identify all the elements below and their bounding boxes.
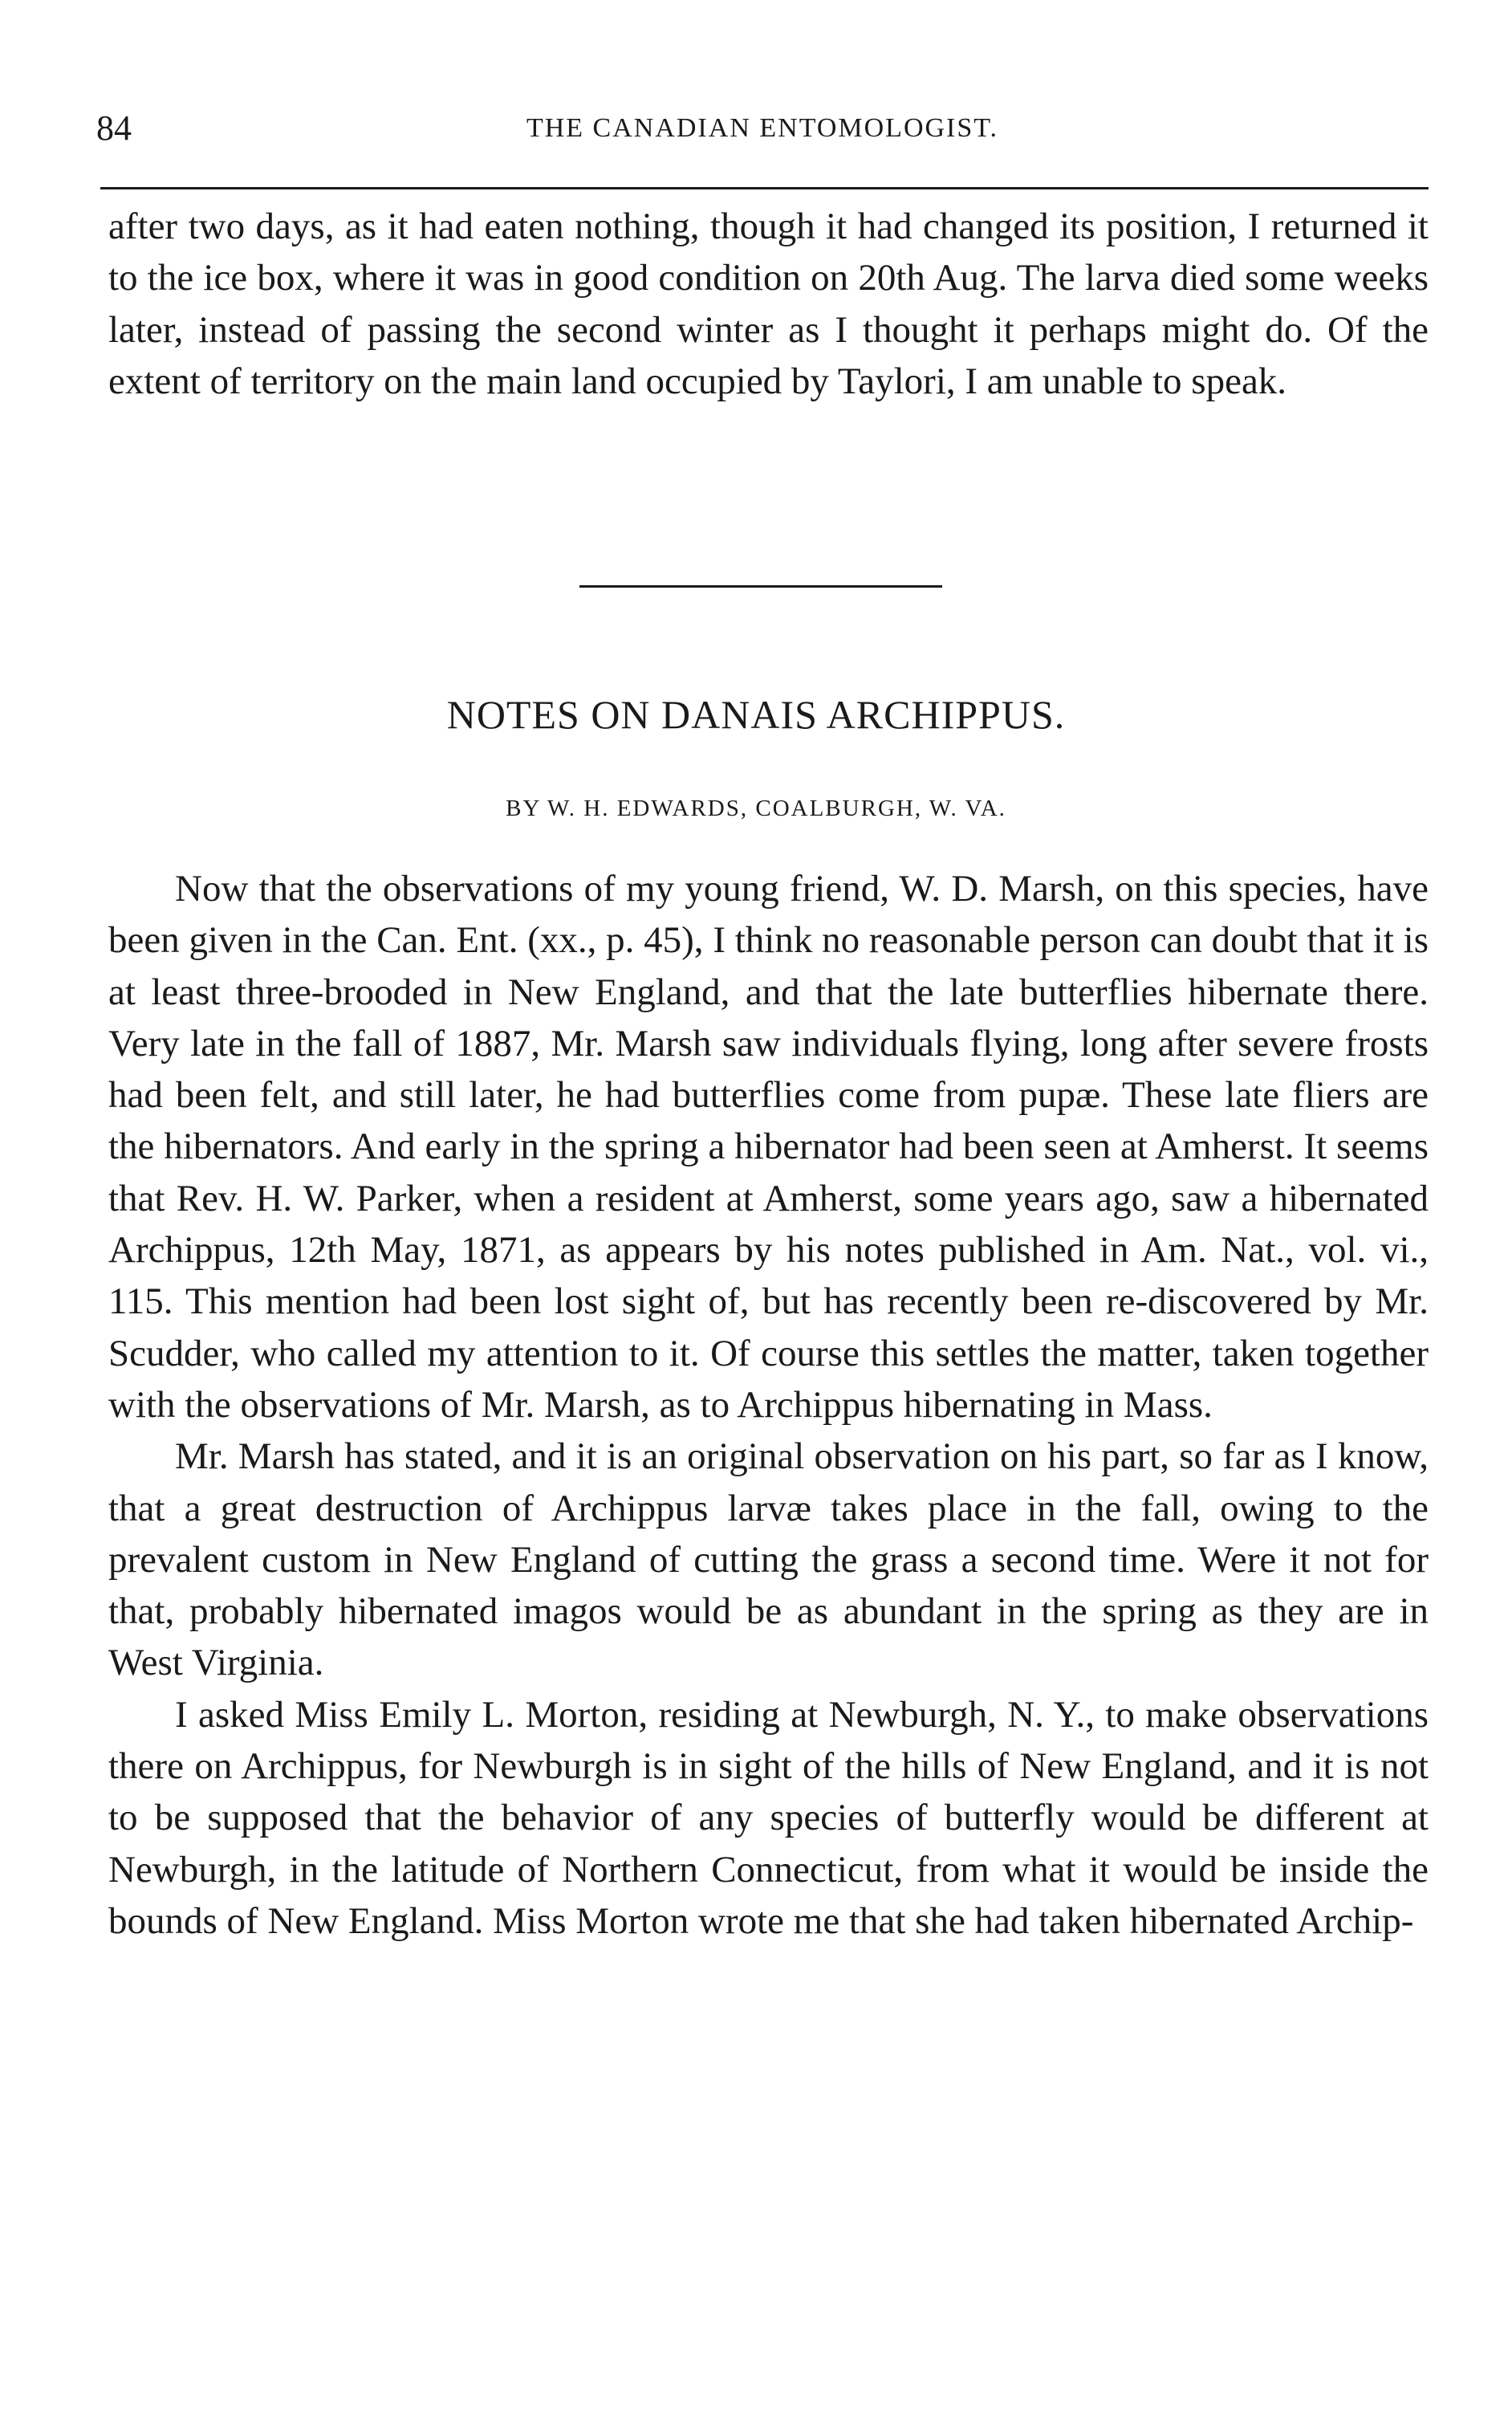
article-body — [108, 863, 1429, 1947]
page-number: 84 — [96, 108, 132, 148]
continued-text — [108, 201, 1429, 407]
article-paragraph: Now that the observations of my young friend, W. D. Marsh, on this species, have been given in the Can. Ent. (xx., p. 45), I think no reasonable person can doubt that it is at least three-brooded in New England, and that the late butterflies hibernate there. Very late in the fall of 1887, Mr. Marsh saw individuals flying, long after severe frosts had been felt, and still later, he had butterflies come from pupæ. These late fliers are the hibernators. And early in the spring a hibernator had been seen at Amherst. It seems that Rev. H. W. Parker, when a resident at Amherst, some years ago, saw a hibernated Archippus, 12th May, 1871, as appears by his notes published in Am. Nat., vol. vi., 115. This mention had been lost sight of, but has recently been re-discovered by Mr. Scudder, who called my attention to it. Of course this settles the matter, taken together with the observations of Mr. Marsh, as to Archippus hibernating in Mass. — [108, 868, 1429, 1426]
section-divider — [579, 585, 942, 588]
running-head — [96, 104, 1429, 153]
journal-title: THE CANADIAN ENTOMOLOGIST. — [526, 113, 999, 143]
article-byline: BY W. H. EDWARDS, COALBURGH, W. VA. — [506, 796, 1006, 821]
continued-paragraph: after two days, as it had eaten nothing, though it had changed its position, I returned it to the ice box, where it was in good condition on 20th Aug. The larva died some weeks later, instead of passing the second winter as I thought it perhaps might do. Of the extent of territory on the main land occupied by Taylori, I am unable to speak. — [108, 206, 1429, 402]
article-title: NOTES ON DANAIS ARCHIPPUS. — [446, 692, 1066, 737]
header-rule — [100, 187, 1429, 189]
article-paragraph: I asked Miss Emily L. Morton, residing at Newburgh, N. Y., to make observations there on Archippus, for Newburgh is in sight of the hills of New England, and it is not to be supposed that the behavior of any species of butterfly would be different at Newburgh, in the latitude of Northern Connecticut, from what it would be inside the bounds of New England. Miss Morton wrote me that she had taken hibernated Archip- — [108, 1693, 1429, 1942]
article-paragraph: Mr. Marsh has stated, and it is an original observation on his part, so far as I know, that a great destruction of Archippus larvæ takes place in the fall, owing to the prevalent custom in New England of cutting the grass a second time. Were it not for that, probably hibernated imagos would be as abundant in the spring as they are in West Virginia. — [108, 1435, 1429, 1684]
